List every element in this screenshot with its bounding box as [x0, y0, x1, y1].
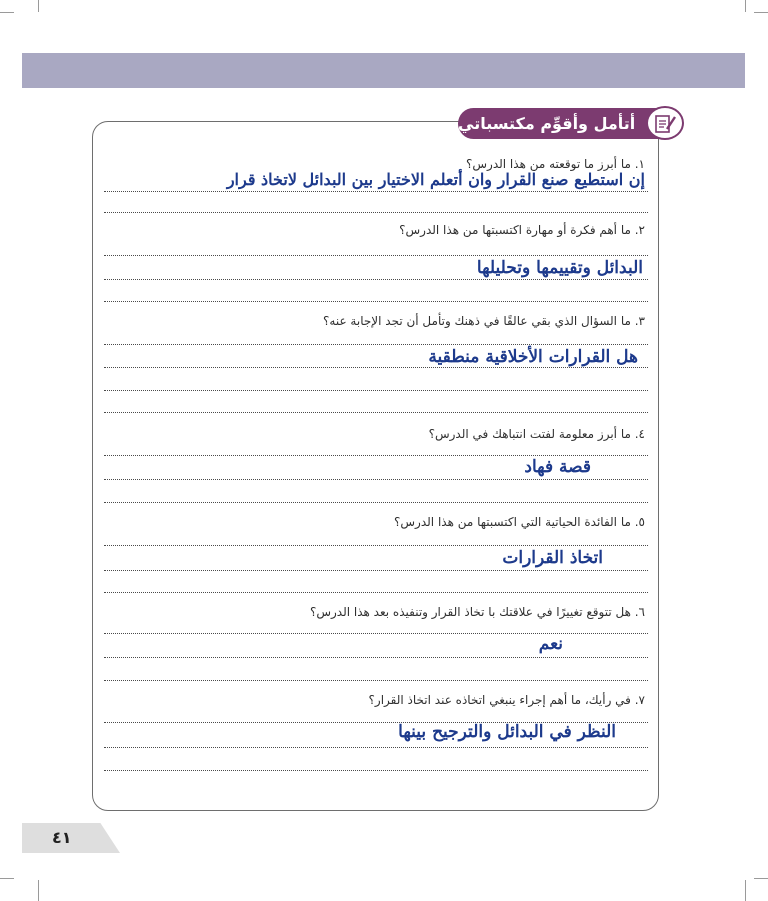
question-1: ١. ما أبرز ما توقعته من هذا الدرس؟ [466, 157, 645, 171]
answer-line [104, 570, 648, 571]
question-3: ٣. ما السؤال الذي بقي عالقًا في ذهنك وتأمل أن تجد الإجابة عنه؟ [323, 314, 645, 328]
crop-mark [0, 12, 14, 13]
crop-mark [38, 0, 39, 12]
answer-line [104, 479, 648, 480]
question-2: ٢. ما أهم فكرة أو مهارة اكتسبتها من هذا الدرس؟ [399, 223, 645, 237]
crop-mark [754, 878, 768, 879]
crop-mark [754, 12, 768, 13]
answer-line [104, 344, 648, 345]
crop-mark [745, 880, 746, 901]
answer-line [104, 301, 648, 302]
answer-line [104, 633, 648, 634]
answer-line [104, 680, 648, 681]
answer-line [104, 747, 648, 748]
answer-line [104, 255, 648, 256]
answer-4: قصة فهاد [524, 457, 591, 477]
header-banner [22, 53, 745, 88]
crop-mark [0, 878, 14, 879]
answer-5: اتخاذ القرارات [502, 548, 603, 568]
question-7: ٧. في رأيك، ما أهم إجراء ينبغي اتخاذه عند اتخاذ القرار؟ [368, 693, 645, 707]
answer-6: نعم [538, 634, 563, 654]
answer-7: النظر في البدائل والترجيح بينها [398, 722, 616, 742]
section-title-text: أتأمل وأقوِّم مكتسباتي [458, 114, 636, 133]
answer-line [104, 390, 648, 391]
answer-line [104, 412, 648, 413]
answer-line [104, 502, 648, 503]
question-6: ٦. هل تتوقع تغييرًا في علاقتك با تخاذ القرار وتنفيذه بعد هذا الدرس؟ [309, 605, 645, 619]
question-5: ٥. ما الفائدة الحياتية التي اكتسبتها من هذا الدرس؟ [394, 515, 645, 529]
answer-3: هل القرارات الأخلاقية منطقية [428, 347, 638, 367]
answer-line [104, 545, 648, 546]
answer-line [104, 191, 648, 192]
notepad-pencil-icon [646, 106, 684, 140]
answer-2: البدائل وتقييمها وتحليلها [476, 258, 643, 278]
answer-line [104, 657, 648, 658]
crop-mark [38, 880, 39, 901]
page-number: ٤١ [52, 828, 72, 847]
answer-1: إن استطيع صنع القرار وان أتعلم الاختيار بين البدائل لاتخاذ قرار [226, 170, 645, 189]
crop-mark [745, 0, 746, 12]
answer-line [104, 592, 648, 593]
answer-line [104, 455, 648, 456]
answer-line [104, 212, 648, 213]
answer-line [104, 279, 648, 280]
question-4: ٤. ما أبرز معلومة لفتت انتباهك في الدرس؟ [428, 427, 645, 441]
answer-line [104, 770, 648, 771]
answer-line [104, 367, 648, 368]
